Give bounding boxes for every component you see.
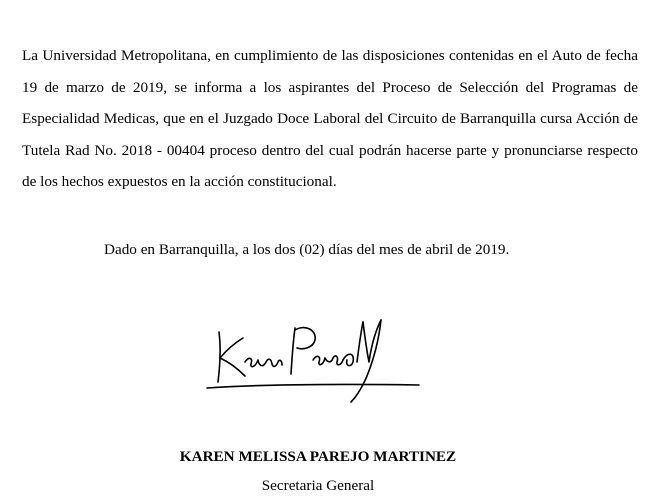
dated-line: Dado en Barranquilla, a los dos (02) días del mes de abril de 2019.: [104, 241, 510, 258]
signer-name: KAREN MELISSA PAREJO MARTINEZ: [179, 448, 457, 465]
handwritten-signature: [205, 312, 425, 407]
body-paragraph: La Universidad Metropolitana, en cumplimiento de las disposiciones contenidas en el Auto de fecha 19 de marzo de 2019, se informa a los aspirantes del Proceso de Selección del Programas de Especialidad Medicas, que en el Juzgado Doce Laboral del Circuito de Barranquilla cursa Acción de Tutela Rad No. 2018 - 00404 proceso dentro del cual podrán hacerse parte y pronunciarse respecto de los hechos expuestos en la acción constitucional.: [22, 47, 638, 190]
signer-title: Secretaria General: [261, 477, 375, 494]
